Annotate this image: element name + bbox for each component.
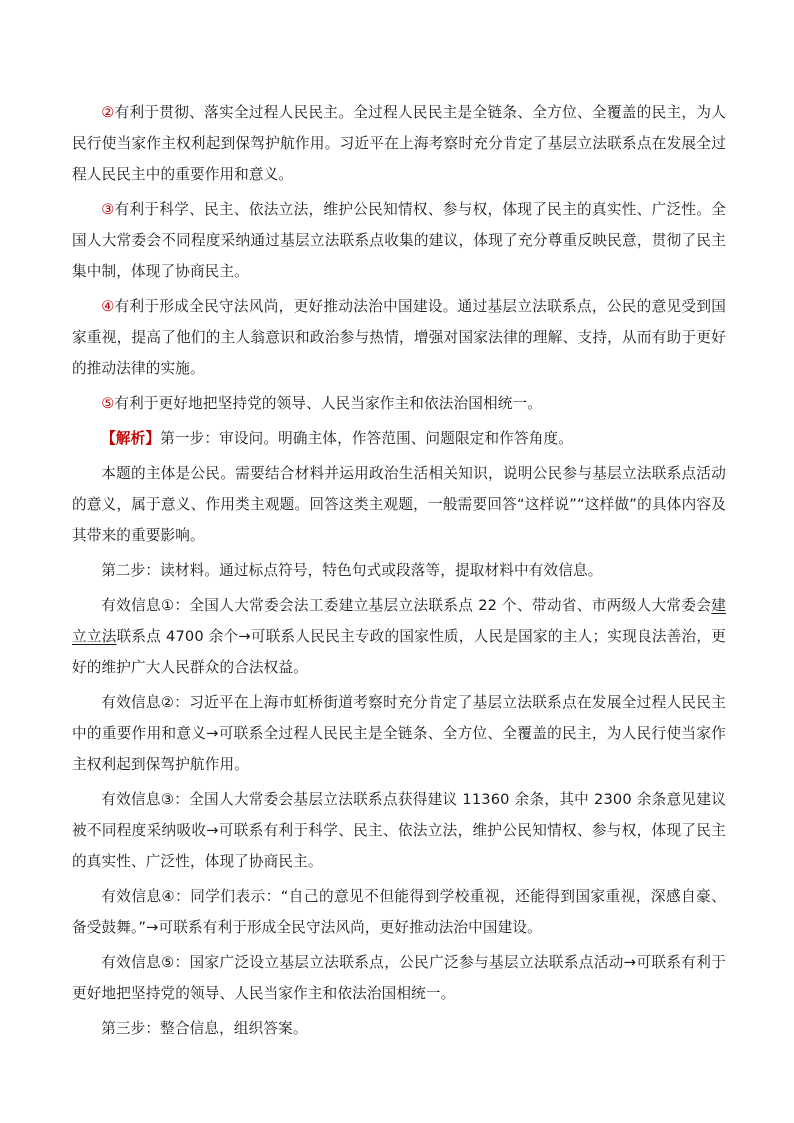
info-text: 全国人大常委会基层立法联系点获得建议 11360 余条，其中 2300 余条意见建议被不同程度采纳吸收→可联系有利于科学、民主、依法立法，维护公民知情权、参与权，体现了民主的真实性、广泛性，体现了协商民主。 (72, 791, 726, 870)
effective-info-2 (72, 687, 726, 780)
paragraph-text: 第三步：整合信息，组织答案。 (101, 1020, 308, 1037)
analysis-step-2 (72, 555, 726, 586)
point-text: 有利于形成全民守法风尚，更好推动法治中国建设。通过基层立法联系点，公民的意见受到国家重视，提高了他们的主人翁意识和政治参与热情，增强对国家法律的理解、支持，从而有助于更好的推动法律的实施。 (72, 298, 726, 377)
info-lead: 有效信息①： (101, 597, 190, 614)
info-text: 全国人大常委会法工委建立基层立法联系点 22 个、带动省、市两级人大常委会 (189, 597, 712, 614)
paragraph-text: 第二步：读材料。通过标点符号，特色句式或段落等，提取材料中有效信息。 (101, 562, 603, 579)
analysis-step-3 (72, 1013, 726, 1044)
effective-info-4 (72, 881, 726, 943)
point-text: 有利于更好地把坚持党的领导、人民当家作主和依法治国相统一。 (114, 395, 542, 412)
info-text: 习近平在上海市虹桥街道考察时充分肯定了基层立法联系点在发展全过程人民民主中的重要作用和意义→可联系全过程人民民主是全链条、全方位、全覆盖的民主，为人民行使当家作主权利起到保驾护航作用。 (72, 694, 727, 773)
answer-point-4 (72, 291, 726, 384)
paragraph-text: 本题的主体是公民。需要结合材料并运用政治生活相关知识，说明公民参与基层立法联系点活动的意义，属于意义、作用类主观题。回答这类主观题，一般需要回答“这样说”“这样做”的具体内容及其带来的重要影响。 (72, 465, 726, 544)
info-lead: 有效信息⑤： (101, 954, 190, 971)
analysis-label: 【解析】 (101, 430, 161, 447)
effective-info-1 (72, 590, 726, 683)
answer-point-3 (72, 194, 726, 287)
analysis-text: 第一步：审设问。明确主体，作答范围、问题限定和作答角度。 (160, 430, 573, 447)
point-marker: ③ (101, 201, 115, 218)
point-text: 有利于科学、民主、依法立法，维护公民知情权、参与权，体现了民主的真实性、广泛性。全国人大常委会不同程度采纳通过基层立法联系点收集的建议，体现了充分尊重反映民意，贯彻了民主集中制，体现了协商民主。 (72, 201, 726, 280)
analysis-step-1 (72, 423, 726, 454)
info-text-continued: 联系点 4700 余个→可联系人民民主专政的国家性质，人民是国家的主人；实现良法善治，更好的维护广大人民群众的合法权益。 (72, 628, 727, 676)
info-text: 国家广泛设立基层立法联系点，公民广泛参与基层立法联系点活动→可联系有利于更好地把坚持党的领导、人民当家作主和依法治国相统一。 (72, 954, 726, 1002)
point-text: 有利于贯彻、落实全过程人民民主。全过程人民民主是全链条、全方位、全覆盖的民主，为人民行使当家作主权利起到保驾护航作用。习近平在上海考察时充分肯定了基层立法联系点在发展全过程人民民主中的重要作用和意义。 (72, 104, 726, 183)
answer-point-2 (72, 97, 726, 190)
point-marker: ⑤ (101, 395, 115, 412)
answer-point-5 (72, 388, 726, 419)
info-lead: 有效信息④： (101, 888, 191, 905)
info-lead: 有效信息③： (101, 791, 190, 808)
info-lead: 有效信息②： (101, 694, 190, 711)
analysis-subject (72, 458, 726, 551)
point-marker: ④ (101, 298, 115, 315)
underlined-text: 建立立法 (72, 597, 726, 645)
effective-info-3 (72, 784, 726, 877)
info-text: 同学们表示：“自己的意见不但能得到学校重视，还能得到国家重视，深感自豪、备受鼓舞。”→可联系有利于形成全民守法风尚，更好推动法治中国建设。 (72, 888, 727, 936)
effective-info-5 (72, 947, 726, 1009)
point-marker: ② (101, 104, 115, 121)
